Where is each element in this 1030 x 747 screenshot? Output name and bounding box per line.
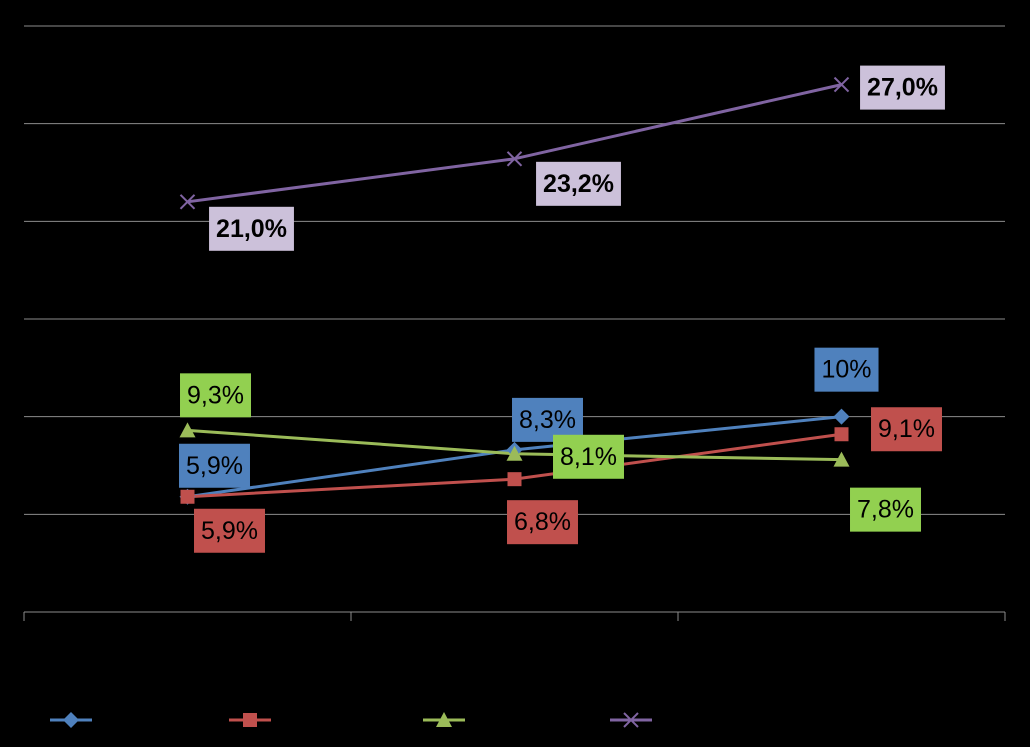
legend: [50, 712, 652, 728]
data-label-text: 6,8%: [514, 508, 571, 537]
data-label: [507, 500, 578, 544]
legend-entry: [50, 712, 92, 728]
data-label-text: 9,3%: [187, 381, 244, 410]
data-label: [209, 207, 294, 251]
data-label: [860, 66, 945, 110]
series-line: [188, 85, 842, 202]
data-label-text: 23,2%: [543, 169, 614, 198]
data-point: [508, 472, 522, 486]
data-point: [834, 409, 850, 425]
data-label: [180, 373, 251, 417]
data-label: [850, 488, 921, 532]
data-point: [181, 490, 195, 504]
data-label-text: 7,8%: [857, 495, 914, 524]
data-label-text: 10%: [821, 355, 872, 384]
data-labels: [179, 66, 945, 553]
data-point: [835, 427, 849, 441]
legend-marker: [243, 713, 257, 727]
data-label-text: 5,9%: [201, 516, 258, 545]
data-label-text: 8,3%: [519, 405, 576, 434]
data-label: [814, 348, 878, 392]
data-label: [536, 162, 621, 206]
data-label: [194, 509, 265, 553]
data-label: [553, 435, 624, 479]
legend-marker: [63, 712, 79, 728]
legend-entry: [229, 713, 271, 727]
x-axis: [24, 612, 1005, 621]
data-label-text: 27,0%: [867, 73, 938, 102]
legend-entry: [610, 713, 652, 727]
data-label-text: 5,9%: [186, 451, 243, 480]
data-label: [179, 444, 250, 488]
data-label-text: 9,1%: [878, 415, 935, 444]
data-label: [871, 407, 942, 451]
data-label-text: 8,1%: [560, 442, 617, 471]
legend-entry: [423, 712, 465, 727]
data-label-text: 21,0%: [216, 214, 287, 243]
